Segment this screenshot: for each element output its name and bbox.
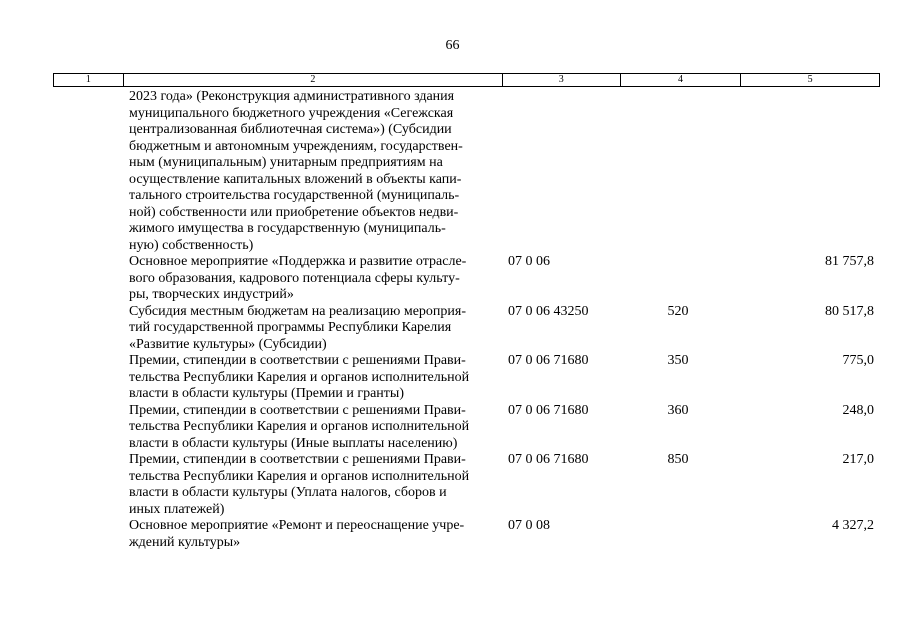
row-expense-type <box>628 254 728 304</box>
column-number-3: 3 <box>503 74 621 86</box>
table-row <box>0 403 905 453</box>
row-code: 07 0 06 71680 <box>508 353 589 368</box>
column-number-5: 5 <box>807 74 813 85</box>
page-number: 66 <box>445 38 460 53</box>
row-description: Премии, стипендии в соответствии с решениями Прави- тельства Республики Карелия и органов исполнительной власти в области культуры (Премии и гранты) <box>129 353 470 401</box>
row-code: 07 0 06 71680 <box>508 402 589 418</box>
row-amount: 81 757,8 <box>825 254 874 269</box>
table-row <box>0 304 905 354</box>
column-number-header <box>53 73 880 87</box>
row-amount: 217,0 <box>842 452 874 467</box>
row-expense-type <box>628 518 728 551</box>
table-row <box>0 452 905 518</box>
table-row <box>0 518 905 551</box>
column-number-2: 2 <box>124 74 503 86</box>
row-description: Основное мероприятие «Ремонт и переоснащение учре- ждений культуры» <box>129 518 465 550</box>
column-number-1: 1 <box>54 74 124 86</box>
row-description: Премии, стипендии в соответствии с решениями Прави- тельства Республики Карелия и органов исполнительной власти в области культуры (Уплата налогов, сборов и иных платежей) <box>129 452 470 517</box>
row-description: 2023 года» (Реконструкция административного здания муниципального бюджетного учреждения «Сегежская централизованная библиотечная система») (Субсидии бюджетным и автономным учреждениям, государствен- ным (муниципальным) унитарным предприятиям на осуществление капитальных вложений в объекты капи- тального строительства государственной (муниципаль- ной) собственности или приобретение объектов недви- жимого имущества в государственную (муниципаль- ную) собственность) <box>129 89 463 253</box>
table-row <box>0 254 905 304</box>
row-amount: 4 327,2 <box>832 518 874 533</box>
row-expense-type: 350 <box>667 353 689 368</box>
column-number-4: 4 <box>621 74 742 86</box>
table-row <box>0 353 905 403</box>
row-description: Субсидия местным бюджетам на реализацию мероприя- тий государственной программы Республики Карелия «Развитие культуры» (Субсидии) <box>129 303 467 352</box>
row-code <box>508 89 628 254</box>
row-amount: 775,0 <box>842 353 874 368</box>
row-code: 07 0 06 <box>508 254 550 269</box>
budget-table-body <box>0 89 905 551</box>
row-code: 07 0 08 <box>508 518 550 533</box>
row-amount <box>728 89 874 254</box>
row-description: Основное мероприятие «Поддержка и развитие отрасле- вого образования, кадрового потенциала сферы культу- ры, творческих индустрий» <box>129 254 467 302</box>
row-description: Премии, стипендии в соответствии с решениями Прави- тельства Республики Карелия и органов исполнительной власти в области культуры (Иные выплаты населению) <box>129 402 470 451</box>
table-row <box>0 89 905 254</box>
row-code: 07 0 06 71680 <box>508 452 589 467</box>
row-expense-type: 520 <box>667 303 689 319</box>
row-expense-type: 850 <box>667 452 689 467</box>
row-expense-type: 360 <box>667 402 689 418</box>
row-code: 07 0 06 43250 <box>508 303 589 319</box>
row-amount: 248,0 <box>842 402 874 418</box>
row-amount: 80 517,8 <box>825 303 874 319</box>
row-expense-type <box>628 89 728 254</box>
